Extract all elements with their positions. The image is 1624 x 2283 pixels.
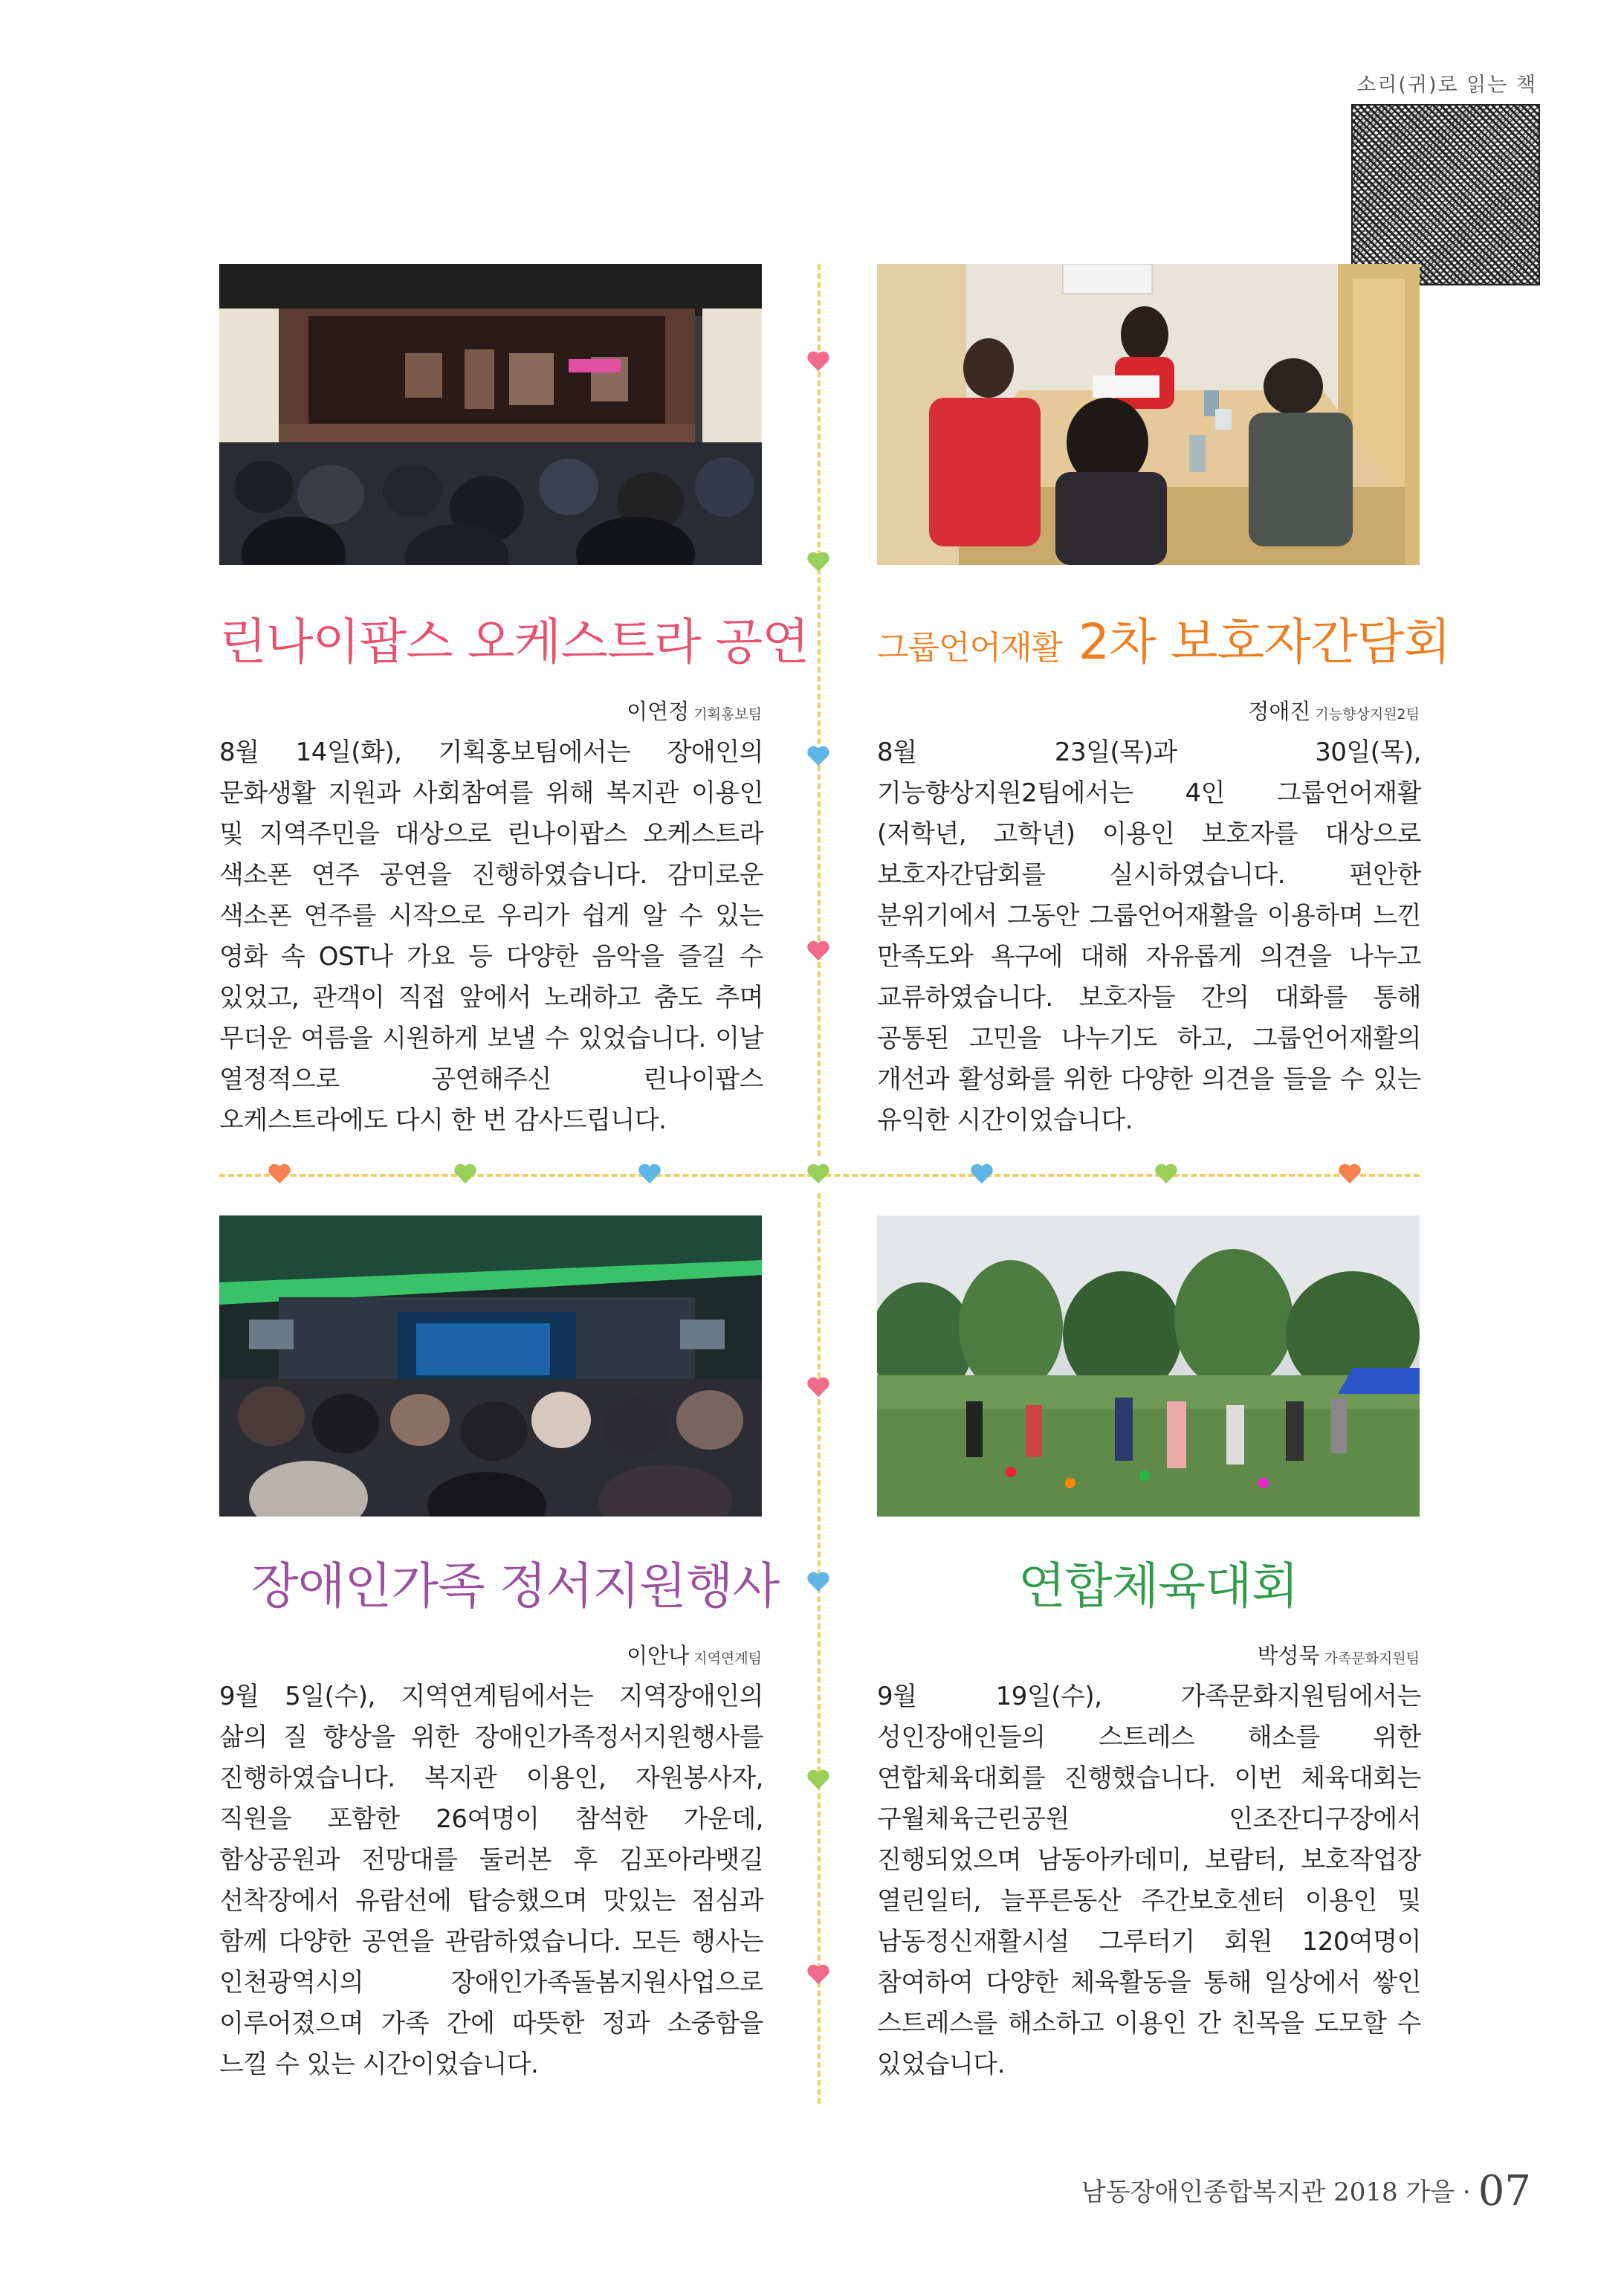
- article-author: [1257, 1639, 1420, 1670]
- concert-photo: [219, 264, 762, 565]
- article-body: 8월 14일(화), 기획홍보팀에서는 장애인의 문화생활 지원과 사회참여를 위해 복지관 이용인 및 지역주민을 대상으로 린나이팝스 오케스트라 색소폰 연주 공연을 진행하였습니다. 감미로운 색소폰 연주를 시작으로 우리가 쉽게 알 수 있는 영화 속 OST나 가요 등 다양한 음악을 즐길 수 있었고, 관객이 직접 앞에서 노래하고 춤도 추며 무더운 여름을 시원하게 보낼 수 있었습니다. 이날 열정적으로 공연해주신 린나이팝스 오케스트라에도 다시 한 번 감사드립니다.: [219, 737, 763, 1135]
- article-title: 린나이팝스 오케스트라 공연: [219, 613, 809, 671]
- author-team: 지역연계팀: [693, 1650, 762, 1667]
- heart-icon: [638, 1163, 661, 1184]
- author-name: 박성묵: [1257, 1643, 1320, 1668]
- article-title: 장애인가족 정서지원행사: [251, 1557, 780, 1615]
- article-author: [1248, 695, 1420, 726]
- page-footer: [1081, 2167, 1531, 2215]
- heart-icon: [806, 1769, 830, 1790]
- vertical-divider: [818, 264, 821, 1156]
- sports-day-photo: [877, 1215, 1420, 1517]
- author-team: 기획홍보팀: [693, 706, 762, 723]
- article-author: [627, 695, 762, 726]
- qr-code-image[interactable]: [1351, 104, 1540, 285]
- article-body: 8월 23일(목)과 30일(목), 기능향상지원2팀에서는 4인 그룹언어재활(저학년, 고학년) 이용인 보호자를 대상으로 보호자간담회를 실시하였습니다. 편안한 분위기에서 그동안 그룹언어재활을 이용하며 느낀 만족도와 욕구에 대해 자유롭게 의견을 나누고 교류하였습니다. 보호자들 간의 대화를 통해 공통된 고민을 나누기도 하고, 그룹언어재활의 개선과 활성화를 위한 다양한 의견을 들을 수 있는 유익한 시간이었습니다.: [877, 737, 1421, 1135]
- meeting-photo: [877, 264, 1420, 565]
- author-name: 정애진: [1248, 699, 1311, 724]
- article-body: 9월 19일(수), 가족문화지원팀에서는 성인장애인들의 스트레스 해소를 위한 연합체육대회를 진행했습니다. 이번 체육대회는 구월체육근린공원 인조잔디구장에서 진행되었으며 남동아카데미, 보람터, 보호작업장 열린일터, 늘푸른동산 주간보호센터 이용인 및 남동정신재활시설 그루터기 회원 120여명이 참여하여 다양한 체육활동을 통해 일상에서 쌓인 스트레스를 해소하고 이용인 간 친목을 도모할 수 있었습니다.: [877, 1682, 1421, 2079]
- heart-icon: [806, 746, 830, 766]
- heart-icon: [806, 1163, 830, 1184]
- author-name: 이안나: [627, 1643, 690, 1668]
- author-team: 기능향상지원2팀: [1315, 706, 1420, 723]
- heart-icon: [806, 1572, 830, 1592]
- heart-icon: [806, 940, 830, 961]
- article-body: 9월 5일(수), 지역연계팀에서는 지역장애인의 삶의 질 향상을 위한 장애인가족정서지원행사를 진행하였습니다. 복지관 이용인, 자원봉사자, 직원을 포함한 26여명이 참석한 가운데, 함상공원과 전망대를 둘러본 후 김포아라뱃길 선착장에서 유람선에 탑승했으며 맛있는 점심과 함께 다양한 공연을 관람하였습니다. 모든 행사는 인천광역시의 장애인가족돌봄지원사업으로 이루어졌으며 가족 간에 따뜻한 정과 소중함을 느낄 수 있는 시간이었습니다.: [219, 1682, 763, 2079]
- title-prefix: 그룹언어재활: [877, 629, 1063, 667]
- author-name: 이연정: [627, 699, 690, 724]
- page-number: 07: [1478, 2167, 1531, 2215]
- heart-icon: [806, 351, 830, 372]
- heart-icon: [970, 1163, 994, 1184]
- heart-icon: [1154, 1163, 1178, 1184]
- footer-text: 남동장애인종합복지관 2018 가을 ·: [1081, 2177, 1471, 2207]
- heart-icon: [806, 1377, 830, 1398]
- audio-book-label: 소리(귀)로 읽는 책: [1356, 74, 1537, 97]
- author-team: 가족문화지원팀: [1324, 1650, 1420, 1667]
- title-main: 2차 보호자간담회: [1078, 613, 1451, 671]
- heart-icon: [806, 552, 830, 572]
- heart-icon: [806, 1964, 830, 1985]
- heart-icon: [453, 1163, 477, 1184]
- heart-icon: [268, 1163, 291, 1184]
- family-event-photo: [219, 1215, 762, 1517]
- article-title: 연합체육대회: [1018, 1557, 1298, 1615]
- article-title: [877, 602, 1450, 673]
- heart-icon: [1338, 1163, 1362, 1184]
- article-author: [627, 1639, 762, 1670]
